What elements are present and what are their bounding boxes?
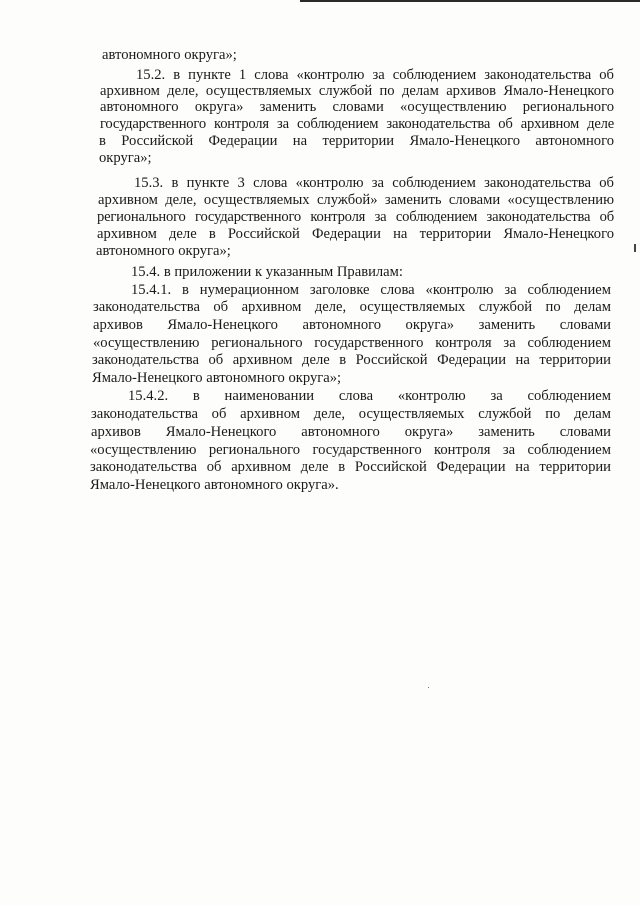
text-line: Ямало-Ненецкого автономного округа»; xyxy=(92,370,342,386)
text-line: регионального государственного контроля за соблюдением законодательства об xyxy=(97,209,614,225)
text-line: «осуществлению регионального государственного контроля за соблюдением xyxy=(93,335,611,351)
text-line: архивном деле, осуществляемых службой» заменить словами «осуществлению xyxy=(98,192,614,208)
scan-margin-mark xyxy=(634,244,636,252)
text-line: в Российской Федерации на территории Ямало-Ненецкого автономного xyxy=(99,133,614,149)
text-line: автономного округа»; xyxy=(96,243,231,259)
text-line: 15.4.1. в нумерационном заголовке слова «контролю за соблюдением xyxy=(131,282,611,298)
text-line: архивном деле, осуществляемых службой по делам архивов Ямало-Ненецкого xyxy=(100,83,614,99)
text-line: законодательства об архивном деле в Российской Федерации на территории xyxy=(92,352,611,368)
text-line: 15.4. в приложении к указанным Правилам: xyxy=(131,264,403,280)
text-line: автономного округа»; xyxy=(102,47,237,63)
text-line: законодательства об архивном деле в Российской Федерации на территории xyxy=(90,459,611,475)
text-line: автономного округа» заменить словами «осуществлению регионального xyxy=(100,99,614,115)
text-line: округа»; xyxy=(99,150,152,166)
scan-speck xyxy=(428,687,429,688)
text-line: архивов Ямало-Ненецкого автономного округа» заменить словами xyxy=(93,317,611,333)
text-line: 15.2. в пункте 1 слова «контролю за соблюдением законодательства об xyxy=(136,67,614,83)
text-line: 15.4.2. в наименовании слова «контролю за соблюдением xyxy=(128,388,611,404)
text-line: 15.3. в пункте 3 слова «контролю за соблюдением законодательства об xyxy=(134,175,614,191)
text-line: Ямало-Ненецкого автономного округа». xyxy=(90,477,339,493)
text-line: государственного контроля за соблюдением законодательства об архивном деле xyxy=(100,116,614,132)
text-line: законодательства об архивном деле, осуществляемых службой по делам xyxy=(91,406,611,422)
text-line: законодательства об архивном деле, осуществляемых службой по делам xyxy=(93,299,611,315)
text-line: «осуществлению регионального государственного контроля за соблюдением xyxy=(90,442,611,458)
text-line: архивном деле в Российской Федерации на территории Ямало-Ненецкого xyxy=(97,226,614,242)
scan-top-edge xyxy=(300,0,640,2)
text-line: архивов Ямало-Ненецкого автономного округа» заменить словами xyxy=(91,424,611,440)
